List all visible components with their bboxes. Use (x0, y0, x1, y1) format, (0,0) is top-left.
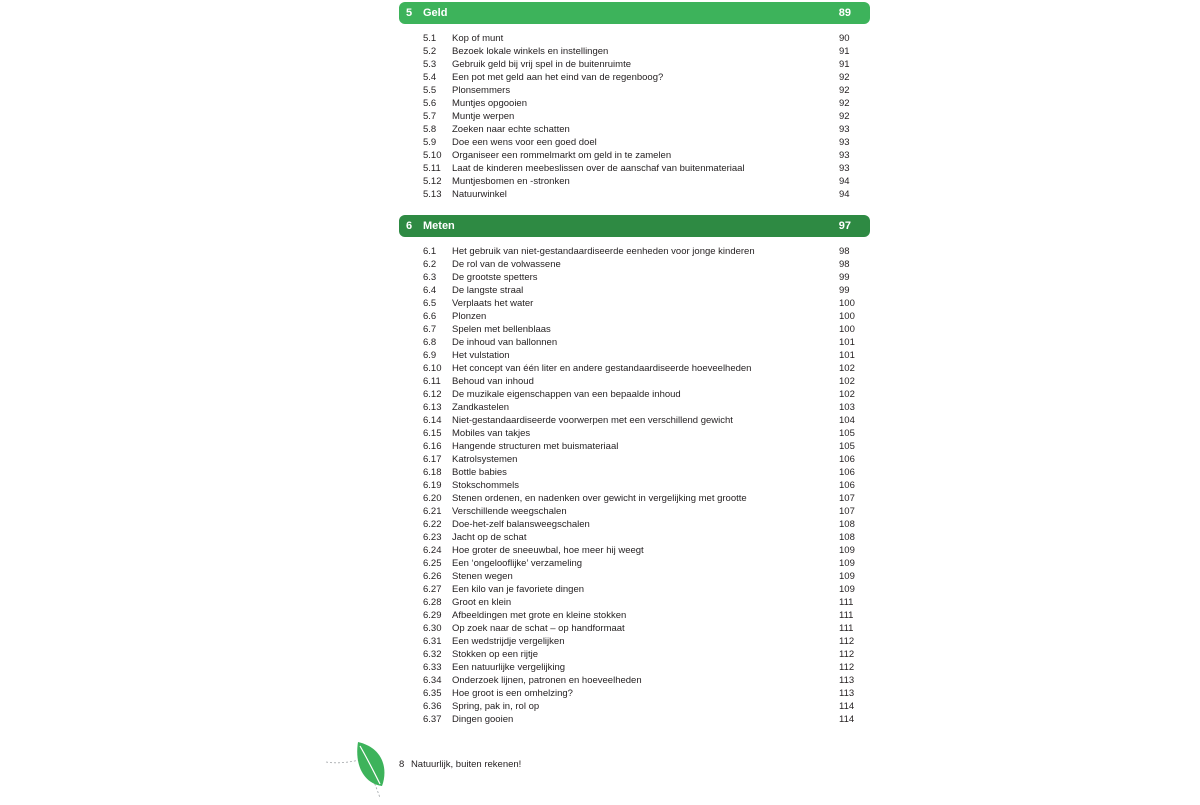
toc-entry (0, 271, 1200, 284)
toc-entry (0, 414, 1200, 427)
entry-number: 6.22 (423, 519, 442, 530)
entry-page: 92 (839, 72, 850, 83)
chapter-title: Geld (423, 7, 448, 19)
toc-entry (0, 583, 1200, 596)
chapter-6-entries (0, 245, 1200, 726)
entry-page: 99 (839, 272, 850, 283)
entry-number: 6.29 (423, 610, 442, 621)
chapter-5-heading (399, 2, 870, 24)
entry-title: De rol van de volwassene (452, 259, 561, 270)
entry-title: Hoe groot is een omhelzing? (452, 688, 573, 699)
toc-entry (0, 258, 1200, 271)
entry-title: Katrolsystemen (452, 454, 518, 465)
entry-number: 6.35 (423, 688, 442, 699)
chapter-title: Meten (423, 220, 455, 232)
entry-title: Bottle babies (452, 467, 507, 478)
entry-title: Een ‘ongelooflijke’ verzameling (452, 558, 583, 569)
toc-entry (0, 635, 1200, 648)
entry-title: De inhoud van ballonnen (452, 337, 558, 348)
toc-entry (0, 440, 1200, 453)
toc-entry (0, 648, 1200, 661)
entry-page: 102 (839, 376, 855, 387)
entry-number: 5.6 (423, 98, 437, 109)
toc-entry (0, 453, 1200, 466)
entry-page: 113 (839, 688, 855, 699)
entry-number: 6.30 (423, 623, 442, 634)
entry-number: 6.37 (423, 714, 442, 725)
entry-number: 6.8 (423, 337, 437, 348)
entry-title: Afbeeldingen met grote en kleine stokken (452, 610, 627, 621)
entry-number: 6.23 (423, 532, 442, 543)
toc-entry (0, 375, 1200, 388)
entry-page: 93 (839, 163, 850, 174)
toc-entry (0, 388, 1200, 401)
entry-title: Een pot met geld aan het eind van de regenboog? (452, 72, 664, 83)
entry-title: De muzikale eigenschappen van een bepaalde inhoud (452, 389, 681, 400)
entry-title: Spelen met bellenblaas (452, 324, 551, 335)
entry-number: 5.4 (423, 72, 437, 83)
entry-title: Muntje werpen (452, 111, 515, 122)
entry-title: Op zoek naar de schat – op handformaat (452, 623, 625, 634)
entry-number: 6.1 (423, 246, 437, 257)
toc-entry (0, 713, 1200, 726)
entry-number: 5.1 (423, 33, 437, 44)
entry-page: 90 (839, 33, 850, 44)
entry-title: Hoe groter de sneeuwbal, hoe meer hij weegt (452, 545, 644, 556)
entry-number: 6.9 (423, 350, 437, 361)
toc-entry (0, 427, 1200, 440)
entry-title: Het gebruik van niet-gestandaardiseerde eenheden voor jonge kinderen (452, 246, 755, 257)
entry-number: 6.7 (423, 324, 437, 335)
toc-entry (0, 123, 1200, 136)
chapter-number: 6 (406, 220, 413, 232)
toc-entry (0, 570, 1200, 583)
entry-title: Hangende structuren met buismateriaal (452, 441, 619, 452)
entry-number: 5.3 (423, 59, 437, 70)
toc-entry (0, 136, 1200, 149)
toc-entry (0, 97, 1200, 110)
entry-page: 113 (839, 675, 855, 686)
page-footer (399, 759, 521, 770)
entry-page: 111 (839, 597, 854, 608)
toc-entry (0, 149, 1200, 162)
entry-number: 6.33 (423, 662, 442, 673)
toc-entry (0, 505, 1200, 518)
entry-page: 114 (839, 701, 855, 712)
entry-title: Een kilo van je favoriete dingen (452, 584, 585, 595)
entry-page: 102 (839, 363, 855, 374)
toc-entry (0, 557, 1200, 570)
toc-entry (0, 401, 1200, 414)
entry-page: 101 (839, 337, 855, 348)
toc-entry (0, 661, 1200, 674)
entry-title: Zoeken naar echte schatten (452, 124, 570, 135)
entry-page: 102 (839, 389, 855, 400)
toc-entry (0, 609, 1200, 622)
entry-page: 108 (839, 519, 855, 530)
entry-title: Verplaats het water (452, 298, 534, 309)
entry-page: 107 (839, 506, 855, 517)
entry-number: 6.12 (423, 389, 442, 400)
entry-page: 99 (839, 285, 850, 296)
entry-number: 6.25 (423, 558, 442, 569)
entry-number: 6.5 (423, 298, 437, 309)
entry-page: 98 (839, 246, 850, 257)
entry-number: 6.6 (423, 311, 437, 322)
toc-entry (0, 531, 1200, 544)
entry-number: 5.7 (423, 111, 437, 122)
toc-entry (0, 245, 1200, 258)
entry-page: 93 (839, 137, 850, 148)
entry-title: Plonsemmers (452, 85, 511, 96)
entry-number: 6.3 (423, 272, 437, 283)
toc-entry (0, 492, 1200, 505)
entry-number: 6.15 (423, 428, 442, 439)
toc-entry (0, 622, 1200, 635)
entry-title: Dingen gooien (452, 714, 514, 725)
entry-title: Stokschommels (452, 480, 520, 491)
entry-number: 6.14 (423, 415, 442, 426)
entry-number: 6.28 (423, 597, 442, 608)
entry-number: 5.10 (423, 150, 442, 161)
entry-title: De grootste spetters (452, 272, 538, 283)
entry-number: 5.12 (423, 176, 442, 187)
entry-page: 106 (839, 480, 855, 491)
entry-title: Onderzoek lijnen, patronen en hoeveelheden (452, 675, 642, 686)
entry-title: Een natuurlijke vergelijking (452, 662, 566, 673)
entry-page: 94 (839, 189, 850, 200)
entry-number: 6.10 (423, 363, 442, 374)
entry-page: 101 (839, 350, 855, 361)
toc-entry (0, 284, 1200, 297)
entry-title: Gebruik geld bij vrij spel in de buitenruimte (452, 59, 632, 70)
entry-page: 106 (839, 454, 855, 465)
toc-entry (0, 323, 1200, 336)
toc-entry (0, 674, 1200, 687)
entry-number: 5.13 (423, 189, 442, 200)
entry-number: 5.9 (423, 137, 437, 148)
entry-title: Jacht op de schat (452, 532, 527, 543)
entry-number: 6.4 (423, 285, 437, 296)
chapter-5-entries (0, 32, 1200, 201)
toc-entry (0, 544, 1200, 557)
toc-entry (0, 518, 1200, 531)
entry-number: 6.36 (423, 701, 442, 712)
chapter-6-heading (399, 215, 870, 237)
entry-number: 6.24 (423, 545, 442, 556)
toc-entry (0, 297, 1200, 310)
entry-number: 5.8 (423, 124, 437, 135)
entry-page: 109 (839, 558, 855, 569)
toc-entry (0, 687, 1200, 700)
entry-title: Het vulstation (452, 350, 510, 361)
chapter-page: 89 (838, 7, 851, 19)
entry-number: 6.18 (423, 467, 442, 478)
entry-page: 98 (839, 259, 850, 270)
entry-page: 103 (839, 402, 855, 413)
entry-number: 6.17 (423, 454, 442, 465)
entry-title: Stenen ordenen, en nadenken over gewicht in vergelijking met grootte (452, 493, 747, 504)
toc-entry (0, 310, 1200, 323)
entry-number: 6.26 (423, 571, 442, 582)
toc-entry (0, 362, 1200, 375)
entry-number: 6.16 (423, 441, 442, 452)
entry-title: Behoud van inhoud (452, 376, 534, 387)
entry-number: 6.20 (423, 493, 442, 504)
entry-number: 6.2 (423, 259, 437, 270)
entry-page: 111 (839, 610, 854, 621)
entry-page: 106 (839, 467, 855, 478)
entry-title: Plonzen (452, 311, 487, 322)
entry-page: 92 (839, 85, 850, 96)
toc-entry (0, 32, 1200, 45)
entry-page: 91 (839, 46, 850, 57)
entry-page: 114 (839, 714, 855, 725)
toc-entry (0, 336, 1200, 349)
entry-title: Stenen wegen (452, 571, 513, 582)
entry-page: 92 (839, 111, 850, 122)
entry-page: 112 (839, 662, 855, 673)
chapter-number: 5 (406, 7, 413, 19)
entry-number: 5.5 (423, 85, 437, 96)
entry-page: 111 (839, 623, 854, 634)
footer-page-number: 8 (399, 759, 405, 770)
entry-title: Verschillende weegschalen (452, 506, 567, 517)
entry-page: 112 (839, 649, 855, 660)
entry-title: Kop of munt (452, 33, 504, 44)
entry-page: 100 (839, 311, 855, 322)
entry-page: 92 (839, 98, 850, 109)
entry-page: 100 (839, 298, 855, 309)
entry-number: 5.11 (423, 163, 441, 174)
toc-entry (0, 349, 1200, 362)
entry-number: 6.34 (423, 675, 442, 686)
entry-page: 107 (839, 493, 855, 504)
entry-number: 6.31 (423, 636, 442, 647)
toc-entry (0, 84, 1200, 97)
entry-number: 6.13 (423, 402, 442, 413)
toc-entry (0, 71, 1200, 84)
toc-entry (0, 479, 1200, 492)
entry-number: 5.2 (423, 46, 437, 57)
entry-title: Natuurwinkel (452, 189, 507, 200)
toc-entry (0, 188, 1200, 201)
toc-entry (0, 466, 1200, 479)
entry-title: Stokken op een rijtje (452, 649, 539, 660)
entry-number: 6.21 (423, 506, 442, 517)
entry-page: 109 (839, 571, 855, 582)
entry-title: Bezoek lokale winkels en instellingen (452, 46, 609, 57)
entry-title: Muntjesbomen en -stronken (452, 176, 570, 187)
chapter-page: 97 (838, 220, 851, 232)
entry-number: 6.27 (423, 584, 442, 595)
entry-page: 100 (839, 324, 855, 335)
toc-entry (0, 175, 1200, 188)
entry-title: Groot en klein (452, 597, 512, 608)
entry-title: Niet-gestandaardiseerde voorwerpen met een verschillend gewicht (452, 415, 733, 426)
leaf-icon (324, 738, 394, 805)
entry-title: Laat de kinderen meebeslissen over de aanschaf van buitenmateriaal (452, 163, 745, 174)
footer-book-title: Natuurlijk, buiten rekenen! (410, 759, 522, 770)
entry-page: 112 (839, 636, 855, 647)
entry-page: 94 (839, 176, 850, 187)
entry-title: Het concept van één liter en andere gestandaardiseerde hoeveelheden (452, 363, 752, 374)
entry-title: Doe een wens voor een goed doel (452, 137, 597, 148)
toc-entry (0, 110, 1200, 123)
entry-page: 91 (839, 59, 850, 70)
entry-title: Muntjes opgooien (452, 98, 527, 109)
entry-number: 6.32 (423, 649, 442, 660)
entry-page: 105 (839, 441, 855, 452)
entry-title: De langste straal (452, 285, 524, 296)
entry-title: Organiseer een rommelmarkt om geld in te zamelen (452, 150, 672, 161)
toc-entry (0, 596, 1200, 609)
entry-title: Spring, pak in, rol op (452, 701, 540, 712)
toc-entry (0, 58, 1200, 71)
toc-entry (0, 162, 1200, 175)
entry-title: Zandkastelen (452, 402, 510, 413)
entry-title: Een wedstrijdje vergelijken (452, 636, 565, 647)
entry-page: 109 (839, 584, 855, 595)
entry-page: 105 (839, 428, 855, 439)
entry-number: 6.11 (423, 376, 441, 387)
entry-page: 93 (839, 150, 850, 161)
entry-page: 108 (839, 532, 855, 543)
entry-title: Doe-het-zelf balansweegschalen (452, 519, 590, 530)
toc-entry (0, 700, 1200, 713)
entry-page: 109 (839, 545, 855, 556)
toc-entry (0, 45, 1200, 58)
entry-page: 93 (839, 124, 850, 135)
entry-number: 6.19 (423, 480, 442, 491)
entry-page: 104 (839, 415, 855, 426)
entry-title: Mobiles van takjes (452, 428, 531, 439)
